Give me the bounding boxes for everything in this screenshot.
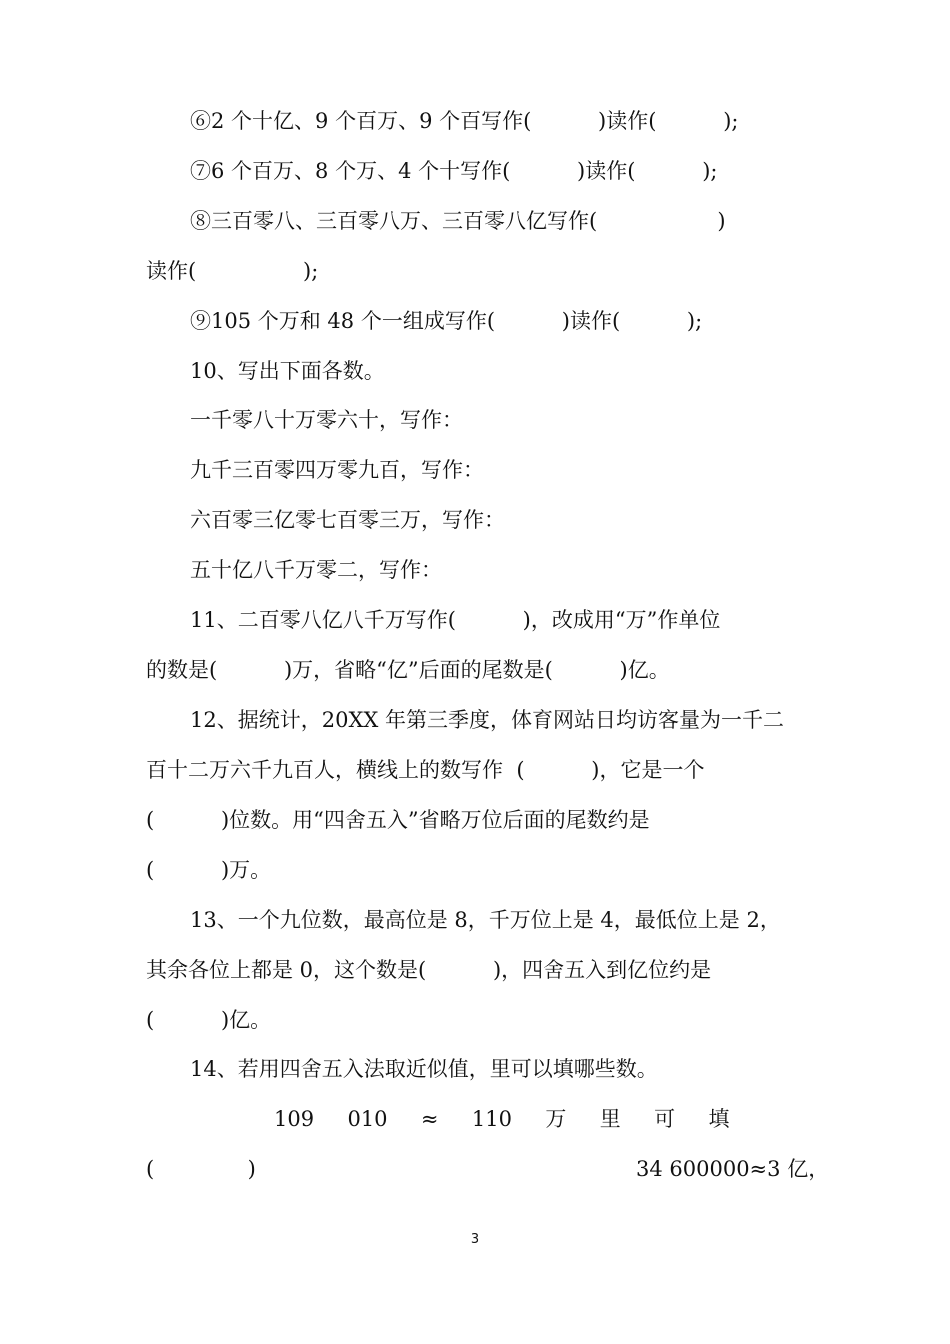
question-line: 109 010 ≈ 110 万 里 可 填 [274, 1107, 730, 1131]
question-line: ⑨105 个万和 48 个一组成写作( )读作( ); [190, 309, 703, 333]
question-line: ( )亿。 [146, 1008, 272, 1032]
question-heading: 12、据统计，20XX 年第三季度，体育网站日均访客量为一千二 [190, 708, 785, 732]
question-line: 九千三百零四万零九百，写作： [190, 458, 484, 482]
question-line: 六百零三亿零七百零三万，写作： [190, 508, 505, 532]
page-number: 3 [470, 1232, 480, 1247]
question-line: 一千零八十万零六十，写作： [190, 408, 463, 432]
question-line: 百十二万六千九百人，横线上的数写作 ( )，它是一个 [146, 758, 705, 782]
question-line: ( )万。 [146, 858, 272, 882]
question-line: 读作( ); [146, 259, 319, 283]
question-line: ⑧三百零八、三百零八万、三百零八亿写作( ) [190, 209, 726, 233]
question-line: 的数是( )万，省略“亿”后面的尾数是( )亿。 [146, 658, 670, 682]
question-line: ⑦6 个百万、8 个万、4 个十写作( )读作( ); [190, 159, 718, 183]
question-heading: 10、写出下面各数。 [190, 359, 385, 383]
question-heading: 11、二百零八亿八千万写作( )，改成用“万”作单位 [190, 608, 721, 632]
question-line: 五十亿八千万零二，写作： [190, 558, 442, 582]
question-line: 其余各位上都是 0，这个数是( )，四舍五入到亿位约是 [146, 958, 712, 982]
question-line: ( ) [146, 1157, 256, 1181]
question-heading: 13、一个九位数，最高位是 8，千万位上是 4，最低位上是 2， [190, 908, 781, 932]
question-line: ⑥2 个十亿、9 个百万、9 个百写作( )读作( ); [190, 109, 739, 133]
question-heading: 14、若用四舍五入法取近似值，里可以填哪些数。 [190, 1057, 658, 1081]
question-line: ( )位数。用“四舍五入”省略万位后面的尾数约是 [146, 808, 650, 832]
question-line: 34 600000≈3 亿， [636, 1157, 830, 1181]
